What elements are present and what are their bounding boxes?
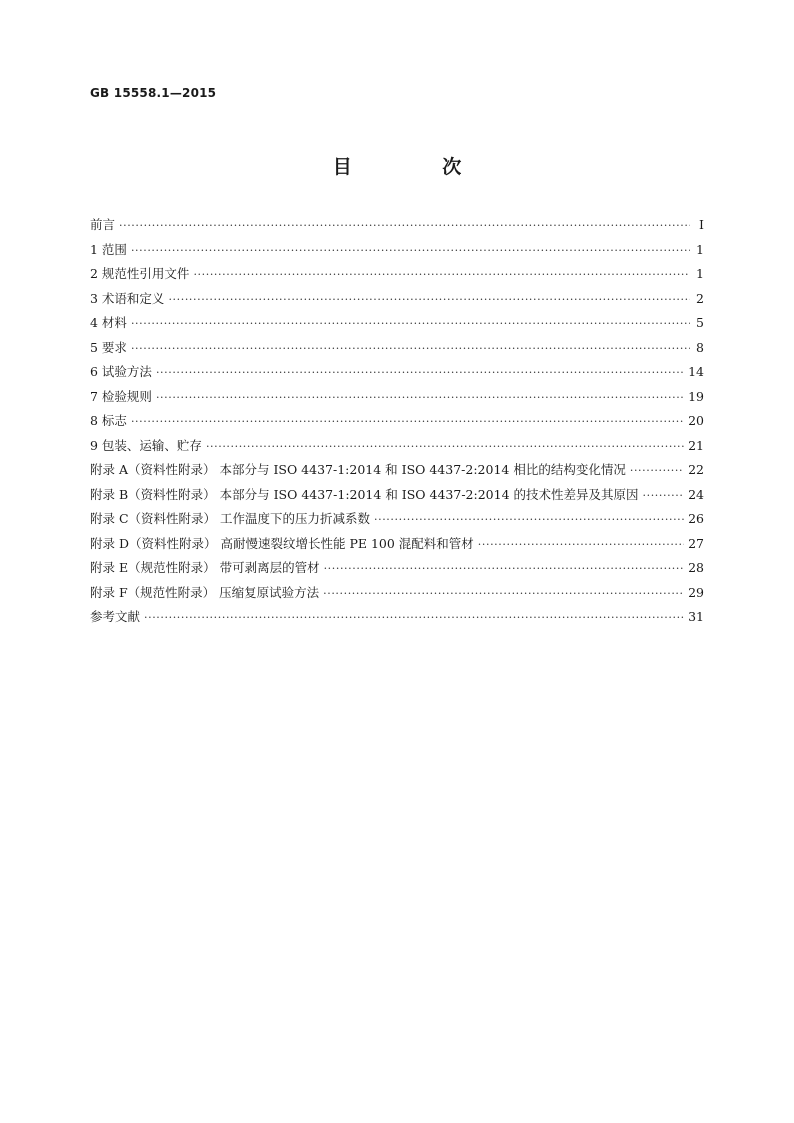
toc-entry-requirements[interactable] — [90, 338, 704, 363]
toc-entry-label: 附录 C（资料性附录） 工作温度下的压力折减系数 — [90, 511, 371, 526]
toc-entry-label: 6 试验方法 — [90, 364, 152, 379]
toc-entry-page: 21 — [688, 437, 704, 453]
dot-leader — [323, 587, 684, 600]
toc-entry-page: 20 — [688, 413, 704, 428]
toc-entry-bibliography[interactable] — [90, 607, 704, 632]
toc-entry-page: 5 — [696, 315, 704, 330]
toc-entry-label: 参考文献 — [90, 609, 141, 624]
dot-leader — [374, 513, 684, 526]
toc-entry-annex-c[interactable] — [90, 509, 704, 534]
toc-entry-annex-d[interactable] — [90, 534, 704, 559]
toc-entry-packaging[interactable] — [90, 436, 704, 461]
toc-entry-page: Ⅰ — [699, 217, 704, 232]
dot-leader — [324, 562, 685, 575]
toc-entry-normative-references[interactable] — [90, 264, 704, 289]
toc-entry-label: 3 术语和定义 — [90, 290, 165, 306]
toc-entry-page: 26 — [688, 511, 704, 526]
toc-entry-page: 19 — [688, 388, 704, 404]
toc-entry-label: 1 范围 — [90, 241, 127, 257]
toc-entry-preface[interactable] — [90, 215, 704, 240]
toc-entry-label: 附录 D（资料性附录） 高耐慢速裂纹增长性能 PE 100 混配料和管材 — [90, 535, 474, 551]
toc-entry-page: 28 — [688, 560, 704, 575]
toc-entry-label: 4 材料 — [90, 315, 127, 330]
dot-leader — [630, 464, 684, 477]
dot-leader — [131, 244, 690, 257]
toc-entry-test-methods[interactable] — [90, 362, 704, 387]
dot-leader — [206, 440, 684, 453]
toc-entry-label: 附录 F（规范性附录） 压缩复原试验方法 — [90, 584, 320, 600]
dot-leader — [131, 415, 684, 428]
toc-entry-page: 1 — [696, 241, 704, 257]
toc-entry-annex-e[interactable] — [90, 558, 704, 583]
page-title: 目 次 — [332, 156, 504, 178]
toc-entry-page: 2 — [696, 290, 704, 306]
toc-entry-marking[interactable] — [90, 411, 704, 436]
toc-entry-label: 7 检验规则 — [90, 388, 152, 404]
toc-entry-label: 附录 E（规范性附录） 带可剥离层的管材 — [90, 560, 320, 575]
dot-leader — [156, 391, 684, 404]
toc-entry-materials[interactable] — [90, 313, 704, 338]
toc-entry-label: 附录 A（资料性附录） 本部分与 ISO 4437-1:2014 和 ISO 4437-2:2014 相比的结构变化情况 — [90, 462, 626, 477]
dot-leader — [168, 293, 690, 306]
toc-entry-page: 14 — [688, 364, 704, 379]
table-of-contents — [90, 215, 704, 632]
toc-entry-page: 29 — [688, 584, 704, 600]
toc-entry-page: 24 — [688, 486, 704, 502]
toc-entry-annex-f[interactable] — [90, 583, 704, 608]
toc-entry-inspection-rules[interactable] — [90, 387, 704, 412]
toc-entry-page: 8 — [696, 339, 704, 355]
dot-leader — [144, 611, 684, 624]
toc-entry-page: 27 — [688, 535, 704, 551]
toc-entry-scope[interactable] — [90, 240, 704, 265]
toc-entry-label: 8 标志 — [90, 413, 127, 428]
toc-entry-terms[interactable] — [90, 289, 704, 314]
toc-entry-page: 1 — [696, 266, 704, 281]
toc-entry-annex-b[interactable] — [90, 485, 704, 510]
dot-leader — [119, 219, 690, 232]
toc-entry-page: 22 — [688, 462, 704, 477]
toc-entry-annex-a[interactable] — [90, 460, 704, 485]
toc-entry-label: 前言 — [90, 217, 116, 232]
dot-leader — [193, 268, 690, 281]
dot-leader — [131, 342, 690, 355]
toc-entry-page: 31 — [688, 609, 704, 624]
toc-entry-label: 2 规范性引用文件 — [90, 266, 190, 281]
toc-entry-label: 5 要求 — [90, 339, 127, 355]
toc-entry-label: 附录 B（资料性附录） 本部分与 ISO 4437-1:2014 和 ISO 4437-2:2014 的技术性差异及其原因 — [90, 486, 639, 502]
dot-leader — [478, 538, 684, 551]
standard-code: GB 15558.1—2015 — [90, 86, 217, 100]
dot-leader — [156, 366, 684, 379]
dot-leader — [131, 317, 690, 330]
dot-leader — [643, 489, 685, 502]
toc-entry-label: 9 包装、运输、贮存 — [90, 437, 202, 453]
